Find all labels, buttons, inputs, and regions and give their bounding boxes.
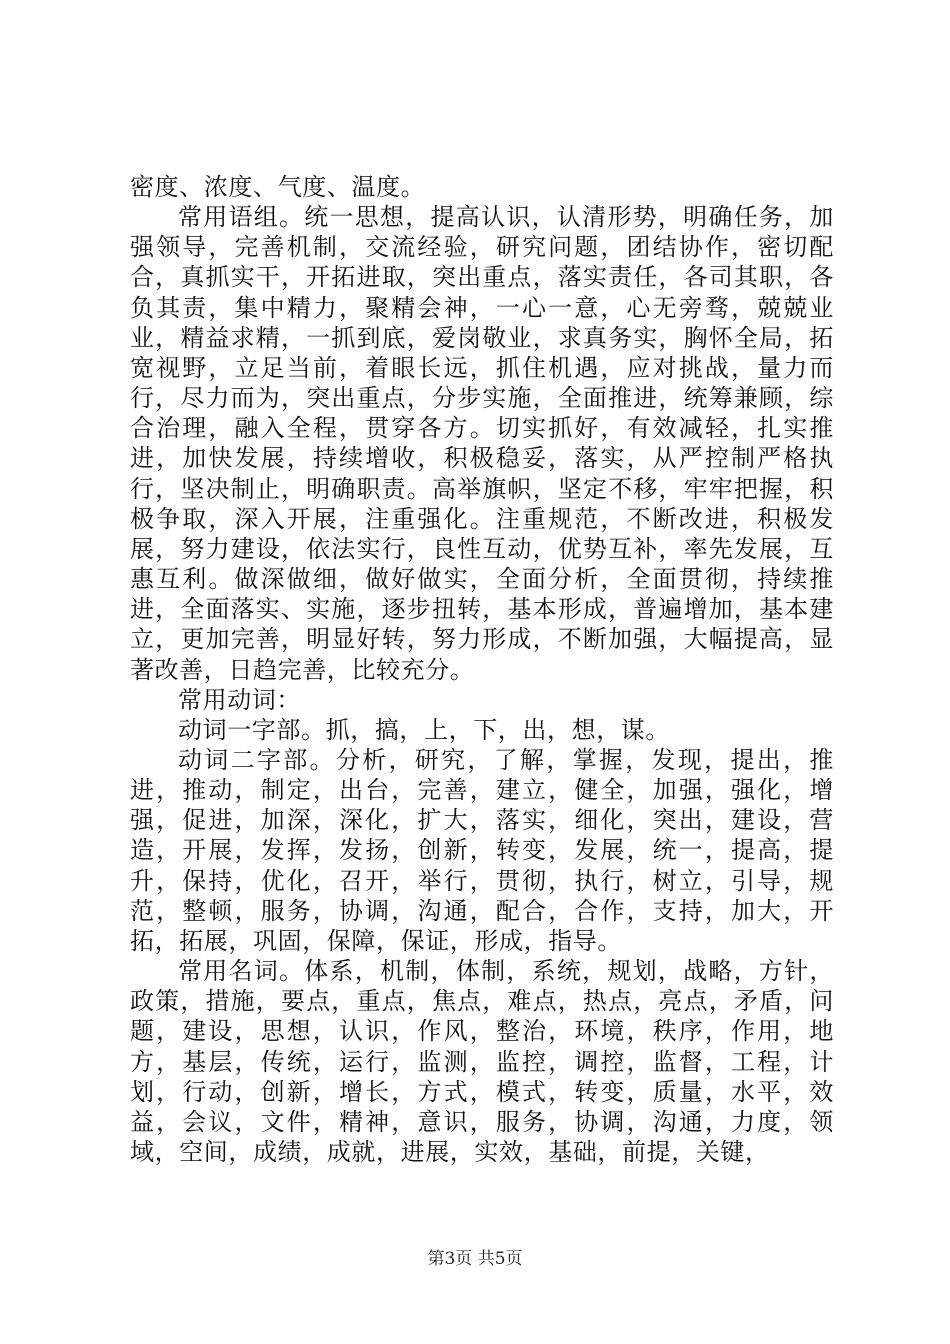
page-footer: 第3页 共5页 [427,1249,523,1269]
paragraph-common-phrases: 常用语组。统一思想，提高认识，认清形势，明确任务，加强领导，完善机制，交流经验，研究问题，团结协作，密切配合，真抓实干，开拓进取，突出重点，落实责任，各司其职，各负其责，集中精力，聚精会神，一心一意，心无旁骛，兢兢业业，精益求精，一抓到底，爱岗敬业，求真务实，胸怀全局，拓宽视野，立足当前，着眼长远，抓住机遇，应对挑战，量力而行，尽力而为，突出重点，分步实施，全面推进，统筹兼顾，综合治理，融入全程，贯穿各方。切实抓好，有效减轻，扎实推进，加快发展，持续增收，积极稳妥，落实，从严控制严格执行，坚决制止，明确职责。高举旗帜，坚定不移，牢牢把握，积极争取，深入开展，注重强化。注重规范，不断改进，积极发展，努力建设，依法实行，良性互动，优势互补，率先发展，互惠互利。做深做细，做好做实，全面分析，全面贯彻，持续推进，全面落实、实施，逐步扭转，基本形成，普遍增加，基本建立，更加完善，明显好转，努力形成，不断加强，大幅提高，显著改善，日趋完善，比较充分。 [130,203,834,684]
paragraph-common-nouns: 常用名词。体系，机制，体制，系统，规划，战略，方针，政策，措施，要点，重点，焦点，难点，热点，亮点，矛盾，问题，建设，思想，认识，作风，整治，环境，秩序，作用，地方，基层，传统，运行，监测，监控，调控，监督，工程，计划，行动，创新，增长，方式，模式，转变，质量，水平，效益，会议，文件，精神，意识，服务，协调，沟通，力度，领域，空间，成绩，成就，进展，实效，基础，前提，关键， [130,957,834,1166]
document-body [130,172,834,1167]
paragraph-one-char-verbs: 动词一字部。抓，搞，上，下，出，想，谋。 [178,715,670,744]
paragraph-two-char-verbs: 动词二字部。分析，研究，了解，掌握，发现，提出，推进，推动，制定，出台，完善，建立，健全，加强，强化，增强，促进，加深，深化，扩大，落实，细化，突出，建设，营造，开展，发挥，发扬，创新，转变，发展，统一，提高，提升，保持，优化，召开，举行，贯彻，执行，树立，引导，规范，整顿，服务，协调，沟通，配合，合作，支持，加大，开拓，拓展，巩固，保障，保证，形成，指导。 [130,745,834,955]
paragraph-common-verbs-heading: 常用动词： [178,685,301,714]
paragraph-continuation: 密度、浓度、气度、温度。 [130,173,426,201]
